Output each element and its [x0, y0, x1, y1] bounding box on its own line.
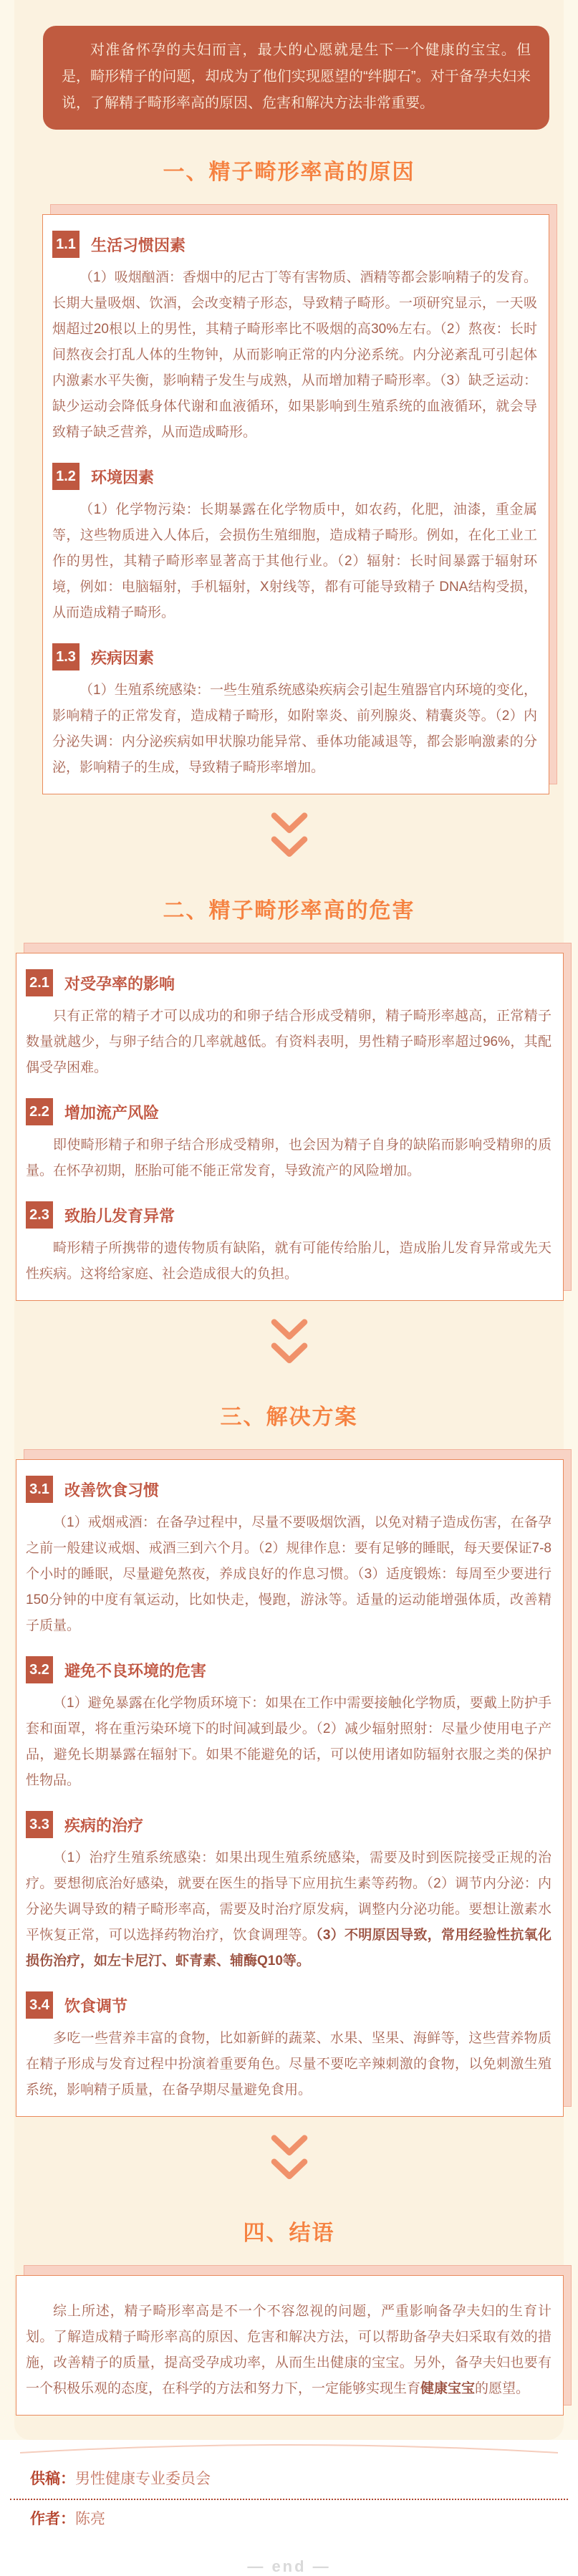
item-title: 疾病因素	[91, 648, 155, 667]
card-item	[52, 463, 537, 626]
item-title: 致胎儿发育异常	[64, 1206, 175, 1225]
section-heading: 四、结语	[243, 2221, 335, 2245]
item-number-badge: 2.3	[26, 1201, 53, 1229]
card-item	[26, 1811, 551, 1974]
item-header	[26, 1811, 551, 1838]
author-row	[0, 2506, 578, 2533]
item-title: 饮食调节	[64, 1996, 128, 2015]
end-mark: — end —	[247, 2557, 331, 2575]
card-item	[26, 1656, 551, 1794]
item-paragraph: （1）吸烟酗酒：香烟中的尼古丁等有害物质、酒精等都会影响精子的发育。长期大量吸烟、饮酒，会改变精子形态，导致精子畸形。一项研究显示，一天吸烟超过20根以上的男性，其精子畸形率比不吸烟的高30%左右。（2）熬夜：长时间熬夜会打乱人体的生物钟，从而影响正常的内分泌系统。内分泌紊乱可引起体内激素水平失衡，影响精子发生与成熟，从而增加精子畸形率。（3）缺乏运动：缺少运动会降低身体代谢和血液循环，如果影响到生殖系统的血液循环，就会导致精子缺乏营养，从而造成畸形。	[52, 270, 537, 440]
article-footer	[0, 2456, 578, 2576]
card-item	[26, 1476, 551, 1639]
item-paragraph: 多吃一些营养丰富的食物，比如新鲜的蔬菜、水果、坚果、海鲜等，这些营养物质在精子形成与发育过程中扮演着重要角色。尽量不要吃辛辣刺激的食物，以免刺激生殖系统，影响精子质量，在备孕期尽量避免食用。	[26, 2031, 551, 2097]
card-item	[26, 1098, 551, 1184]
item-header	[52, 463, 537, 490]
chevron-down-icon	[14, 2131, 564, 2191]
section-card	[16, 1459, 564, 2117]
item-number-badge: 2.1	[26, 969, 53, 996]
section-card	[16, 2275, 564, 2416]
item-number-badge: 2.2	[26, 1098, 53, 1125]
item-paragraph: （1）治疗生殖系统感染：如果出现生殖系统感染，需要及时到医院接受正规的治疗。要想彻底治好感染，就要在医生的指导下应用抗生素等药物。（2）调节内分泌：内分泌失调导致的精子畸形率高，需要及时治疗原发病，调整内分泌功能。要想让激素水平恢复正常，可以选择药物治疗，饮食调理等。（3）不明原因导致，常用经验性抗氧化损伤治疗，如左卡尼汀、虾青素、辅酶Q10等。	[26, 1850, 551, 1969]
item-number-badge: 3.2	[26, 1656, 53, 1683]
card-body	[16, 953, 564, 1301]
item-paragraph: 即使畸形精子和卵子结合形成受精卵，也会因为精子自身的缺陷而影响受精卵的质量。在怀孕初期，胚胎可能不能正常发育，导致流产的风险增加。	[26, 1138, 551, 1178]
item-header	[52, 231, 537, 258]
card-item	[52, 643, 537, 781]
section-heading: 二、精子畸形率高的危害	[163, 899, 415, 923]
item-number-badge: 1.1	[52, 231, 80, 258]
arc-divider-line	[0, 2437, 578, 2456]
item-header	[52, 643, 537, 671]
contributor-label: 供稿：	[30, 2471, 75, 2487]
item-paragraph: （1）戒烟戒酒：在备孕过程中，尽量不要吸烟饮酒，以免对精子造成伤害，在备孕之前一般建议戒烟、戒酒三到六个月。（2）规律作息：要有足够的睡眠，每天要保证7-8个小时的睡眠，尽量避免熬夜，养成良好的作息习惯。（3）适度锻炼：每周至少要进行150分钟的中度有氧运动，比如快走，慢跑，游泳等。适量的运动能增强体质，改善精子质量。	[26, 1515, 551, 1633]
item-paragraph: （1）生殖系统感染：一些生殖系统感染疾病会引起生殖器官内环境的变化，影响精子的正常发育，造成精子畸形，如附睾炎、前列腺炎、精囊炎等。（2）内分泌失调：内分泌疾病如甲状腺功能异常、垂体功能减退等，都会影响激素的分泌，影响精子的生成，导致精子畸形率增加。	[52, 683, 537, 775]
item-title: 疾病的治疗	[64, 1816, 144, 1835]
item-number-badge: 1.2	[52, 463, 80, 490]
item-header	[26, 969, 551, 996]
card-item	[52, 231, 537, 446]
card-item	[26, 969, 551, 1081]
card-body	[16, 1459, 564, 2117]
author-label: 作者：	[30, 2511, 75, 2527]
section-card	[42, 214, 549, 794]
item-title: 改善饮食习惯	[64, 1481, 160, 1499]
item-title: 生活习惯因素	[91, 236, 186, 254]
item-bold-text: （3）不明原因导致，常用经验性抗氧化损伤治疗，如左卡尼汀、虾青素、辅酶Q10等。	[26, 1928, 551, 1969]
card-item	[26, 1201, 551, 1287]
chevron-down-icon	[14, 809, 564, 868]
section-heading: 一、精子畸形率高的原因	[163, 160, 415, 184]
item-paragraph: 畸形精子所携带的遗传物质有缺陷，就有可能传给胎儿，造成胎儿发育异常或先天性疾病。这将给家庭、社会造成很大的负担。	[26, 1241, 551, 1282]
item-title: 环境因素	[91, 468, 155, 486]
item-bold-text: 健康宝宝	[420, 2381, 476, 2396]
intro-text: 对准备怀孕的夫妇而言，最大的心愿就是生下一个健康的宝宝。但是，畸形精子的问题，却成为了他们实现愿望的“绊脚石”。对于备孕夫妇来说，了解精子畸形率高的原因、危害和解决方法非常重要。	[62, 42, 531, 111]
card-item	[26, 2299, 551, 2402]
item-header	[26, 1098, 551, 1125]
section-heading: 三、解决方案	[220, 1405, 358, 1429]
item-paragraph: （1）化学物污染：长期暴露在化学物质中，如农药，化肥，油漆，重金属等，这些物质进入人体后，会损伤生殖细胞，造成精子畸形。例如，在化工业工作的男性，其精子畸形率显著高于其他行业。（2）辐射：长时间暴露于辐射环境，例如：电脑辐射，手机辐射，X射线等，都有可能导致精子 DNA结构受损，从而造成精子畸形。	[52, 502, 537, 620]
sections-container	[14, 154, 564, 2416]
item-header	[26, 1991, 551, 2019]
intro-box	[43, 26, 549, 130]
item-paragraph: （1）避免暴露在化学物质环境下：如果在工作中需要接触化学物质，要戴上防护手套和面罩，将在重污染环境下的时间减到最少。（2）减少辐射照射：尽量少使用电子产品，避免长期暴露在辐射下。如果不能避免的话，可以使用诸如防辐射衣服之类的保护性物品。	[26, 1696, 551, 1788]
dotted-divider	[10, 2499, 568, 2500]
item-paragraph: 综上所述，精子畸形率高是不一个不容忽视的问题，严重影响备孕夫妇的生育计划。了解造成精子畸形率高的原因、危害和解决方法，可以帮助备孕夫妇采取有效的措施，改善精子的质量，提高受孕成功率，从而生出健康的宝宝。另外，备孕夫妇也要有一个积极乐观的态度，在科学的方法和努力下，一定能够实现生育健康宝宝的愿望。	[26, 2304, 551, 2396]
item-number-badge: 3.1	[26, 1476, 53, 1503]
item-title: 对受孕率的影响	[64, 974, 175, 993]
item-number-badge: 3.4	[26, 1991, 53, 2019]
contributor-value: 男性健康专业委员会	[75, 2471, 211, 2487]
contributor-row	[0, 2466, 578, 2493]
author-value: 陈亮	[75, 2511, 105, 2527]
section-card	[16, 953, 564, 1301]
item-header	[26, 1476, 551, 1503]
item-title: 增加流产风险	[64, 1103, 160, 1122]
item-number-badge: 1.3	[52, 643, 80, 671]
article-content	[14, 0, 564, 2440]
item-header	[26, 1201, 551, 1229]
card-body	[16, 2275, 564, 2416]
item-number-badge: 3.3	[26, 1811, 53, 1838]
item-title: 避免不良环境的危害	[64, 1661, 207, 1680]
item-paragraph: 只有正常的精子才可以成功的和卵子结合形成受精卵，精子畸形率越高，正常精子数量就越少，与卵子结合的几率就越低。有资料表明，男性精子畸形率超过96%，其配偶受孕困难。	[26, 1009, 551, 1075]
card-item	[26, 1991, 551, 2103]
card-body	[42, 214, 549, 794]
chevron-down-icon	[14, 1315, 564, 1375]
item-header	[26, 1656, 551, 1683]
